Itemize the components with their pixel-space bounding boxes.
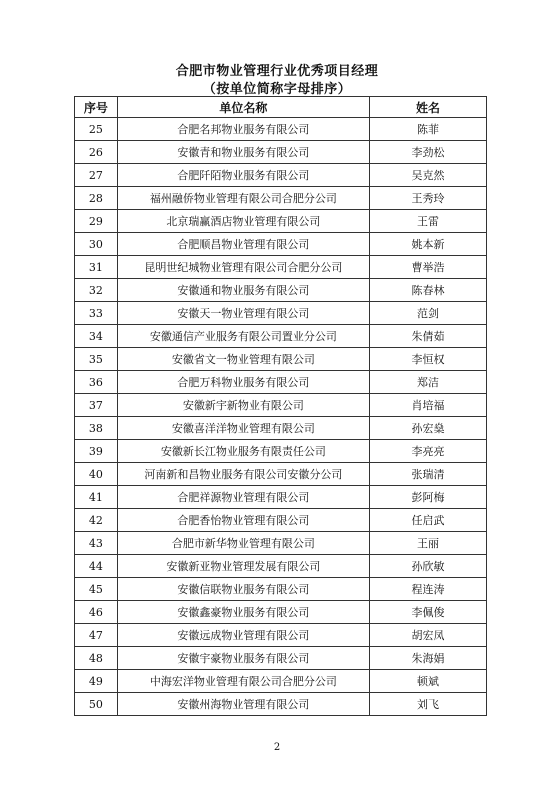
table-row (75, 555, 487, 578)
table-row (75, 141, 487, 164)
row-number: 30 (75, 233, 118, 256)
table-row (75, 371, 487, 394)
company-name: 安徽新亚物业管理发展有限公司 (117, 555, 369, 578)
company-name: 合肥顺昌物业管理有限公司 (117, 233, 369, 256)
manager-name: 郑洁 (370, 371, 487, 394)
table-row (75, 187, 487, 210)
row-number: 38 (75, 417, 118, 440)
row-number: 28 (75, 187, 118, 210)
manager-name: 陈菲 (370, 118, 487, 141)
company-name: 安徽省文一物业管理有限公司 (117, 348, 369, 371)
manager-name: 陈春林 (370, 279, 487, 302)
table-row (75, 210, 487, 233)
row-number: 33 (75, 302, 118, 325)
table-header-row (75, 97, 487, 118)
manager-name: 吴克然 (370, 164, 487, 187)
company-name: 昆明世纪城物业管理有限公司合肥分公司 (117, 256, 369, 279)
company-name: 安徽通和物业服务有限公司 (117, 279, 369, 302)
company-name: 安徽新宇新物业有限公司 (117, 394, 369, 417)
row-number: 46 (75, 601, 118, 624)
table-row (75, 578, 487, 601)
row-number: 35 (75, 348, 118, 371)
document-subtitle: （按单位简称字母排序） (202, 82, 352, 97)
company-name: 安徽远成物业管理有限公司 (117, 624, 369, 647)
table-row (75, 164, 487, 187)
table-row (75, 647, 487, 670)
manager-name: 顿斌 (370, 670, 487, 693)
manager-name: 姚本新 (370, 233, 487, 256)
table-row (75, 624, 487, 647)
company-name: 合肥市新华物业管理有限公司 (117, 532, 369, 555)
company-name: 合肥万科物业服务有限公司 (117, 371, 369, 394)
table-row (75, 509, 487, 532)
table-row (75, 325, 487, 348)
managers-table (74, 96, 487, 716)
row-number: 25 (75, 118, 118, 141)
row-number: 48 (75, 647, 118, 670)
row-number: 34 (75, 325, 118, 348)
header-company: 单位名称 (117, 97, 369, 118)
company-name: 合肥祥源物业管理有限公司 (117, 486, 369, 509)
row-number: 36 (75, 371, 118, 394)
table-row (75, 670, 487, 693)
company-name: 安徽州海物业管理有限公司 (117, 693, 369, 716)
row-number: 32 (75, 279, 118, 302)
company-name: 安徽新长江物业服务有限责任公司 (117, 440, 369, 463)
manager-name: 任启武 (370, 509, 487, 532)
page-number: 2 (273, 742, 281, 753)
row-number: 40 (75, 463, 118, 486)
table-row (75, 601, 487, 624)
row-number: 43 (75, 532, 118, 555)
company-name: 福州融侨物业管理有限公司合肥分公司 (117, 187, 369, 210)
row-number: 39 (75, 440, 118, 463)
row-number: 49 (75, 670, 118, 693)
manager-name: 孙宏燊 (370, 417, 487, 440)
manager-name: 彭阿梅 (370, 486, 487, 509)
table-row (75, 463, 487, 486)
company-name: 安徽鑫豪物业服务有限公司 (117, 601, 369, 624)
row-number: 37 (75, 394, 118, 417)
manager-name: 刘飞 (370, 693, 487, 716)
table-row (75, 532, 487, 555)
row-number: 31 (75, 256, 118, 279)
row-number: 44 (75, 555, 118, 578)
header-name: 姓名 (370, 97, 487, 118)
manager-name: 朱海娟 (370, 647, 487, 670)
company-name: 中海宏洋物业管理有限公司合肥分公司 (117, 670, 369, 693)
manager-name: 李亮亮 (370, 440, 487, 463)
manager-name: 王雷 (370, 210, 487, 233)
manager-name: 张瑞清 (370, 463, 487, 486)
row-number: 41 (75, 486, 118, 509)
table-row (75, 256, 487, 279)
manager-name: 李佩俊 (370, 601, 487, 624)
table-row (75, 348, 487, 371)
manager-name: 范剑 (370, 302, 487, 325)
company-name: 河南新和昌物业服务有限公司安徽分公司 (117, 463, 369, 486)
manager-name: 王丽 (370, 532, 487, 555)
header-number: 序号 (75, 97, 118, 118)
document-title: 合肥市物业管理行业优秀项目经理 (175, 64, 379, 79)
company-name: 合肥阡陌物业服务有限公司 (117, 164, 369, 187)
row-number: 29 (75, 210, 118, 233)
manager-name: 李劲松 (370, 141, 487, 164)
manager-name: 王秀玲 (370, 187, 487, 210)
table-row (75, 417, 487, 440)
manager-name: 孙欣敏 (370, 555, 487, 578)
manager-name: 李恒权 (370, 348, 487, 371)
company-name: 安徽通信产业服务有限公司置业分公司 (117, 325, 369, 348)
manager-name: 胡宏凤 (370, 624, 487, 647)
row-number: 27 (75, 164, 118, 187)
row-number: 42 (75, 509, 118, 532)
company-name: 合肥香怡物业管理有限公司 (117, 509, 369, 532)
table-row (75, 233, 487, 256)
company-name: 安徽信联物业服务有限公司 (117, 578, 369, 601)
company-name: 安徽青和物业服务有限公司 (117, 141, 369, 164)
row-number: 47 (75, 624, 118, 647)
manager-name: 肖培福 (370, 394, 487, 417)
table-row (75, 118, 487, 141)
company-name: 安徽宇豪物业服务有限公司 (117, 647, 369, 670)
row-number: 45 (75, 578, 118, 601)
table-row (75, 693, 487, 716)
manager-name: 程连涛 (370, 578, 487, 601)
table-row (75, 440, 487, 463)
table-row (75, 279, 487, 302)
table-row (75, 486, 487, 509)
company-name: 合肥名邦物业服务有限公司 (117, 118, 369, 141)
row-number: 26 (75, 141, 118, 164)
company-name: 安徽喜洋洋物业管理有限公司 (117, 417, 369, 440)
manager-name: 曹举浩 (370, 256, 487, 279)
table-row (75, 394, 487, 417)
company-name: 北京瑞赢酒店物业管理有限公司 (117, 210, 369, 233)
table-row (75, 302, 487, 325)
row-number: 50 (75, 693, 118, 716)
company-name: 安徽天一物业管理有限公司 (117, 302, 369, 325)
manager-name: 朱倩茹 (370, 325, 487, 348)
